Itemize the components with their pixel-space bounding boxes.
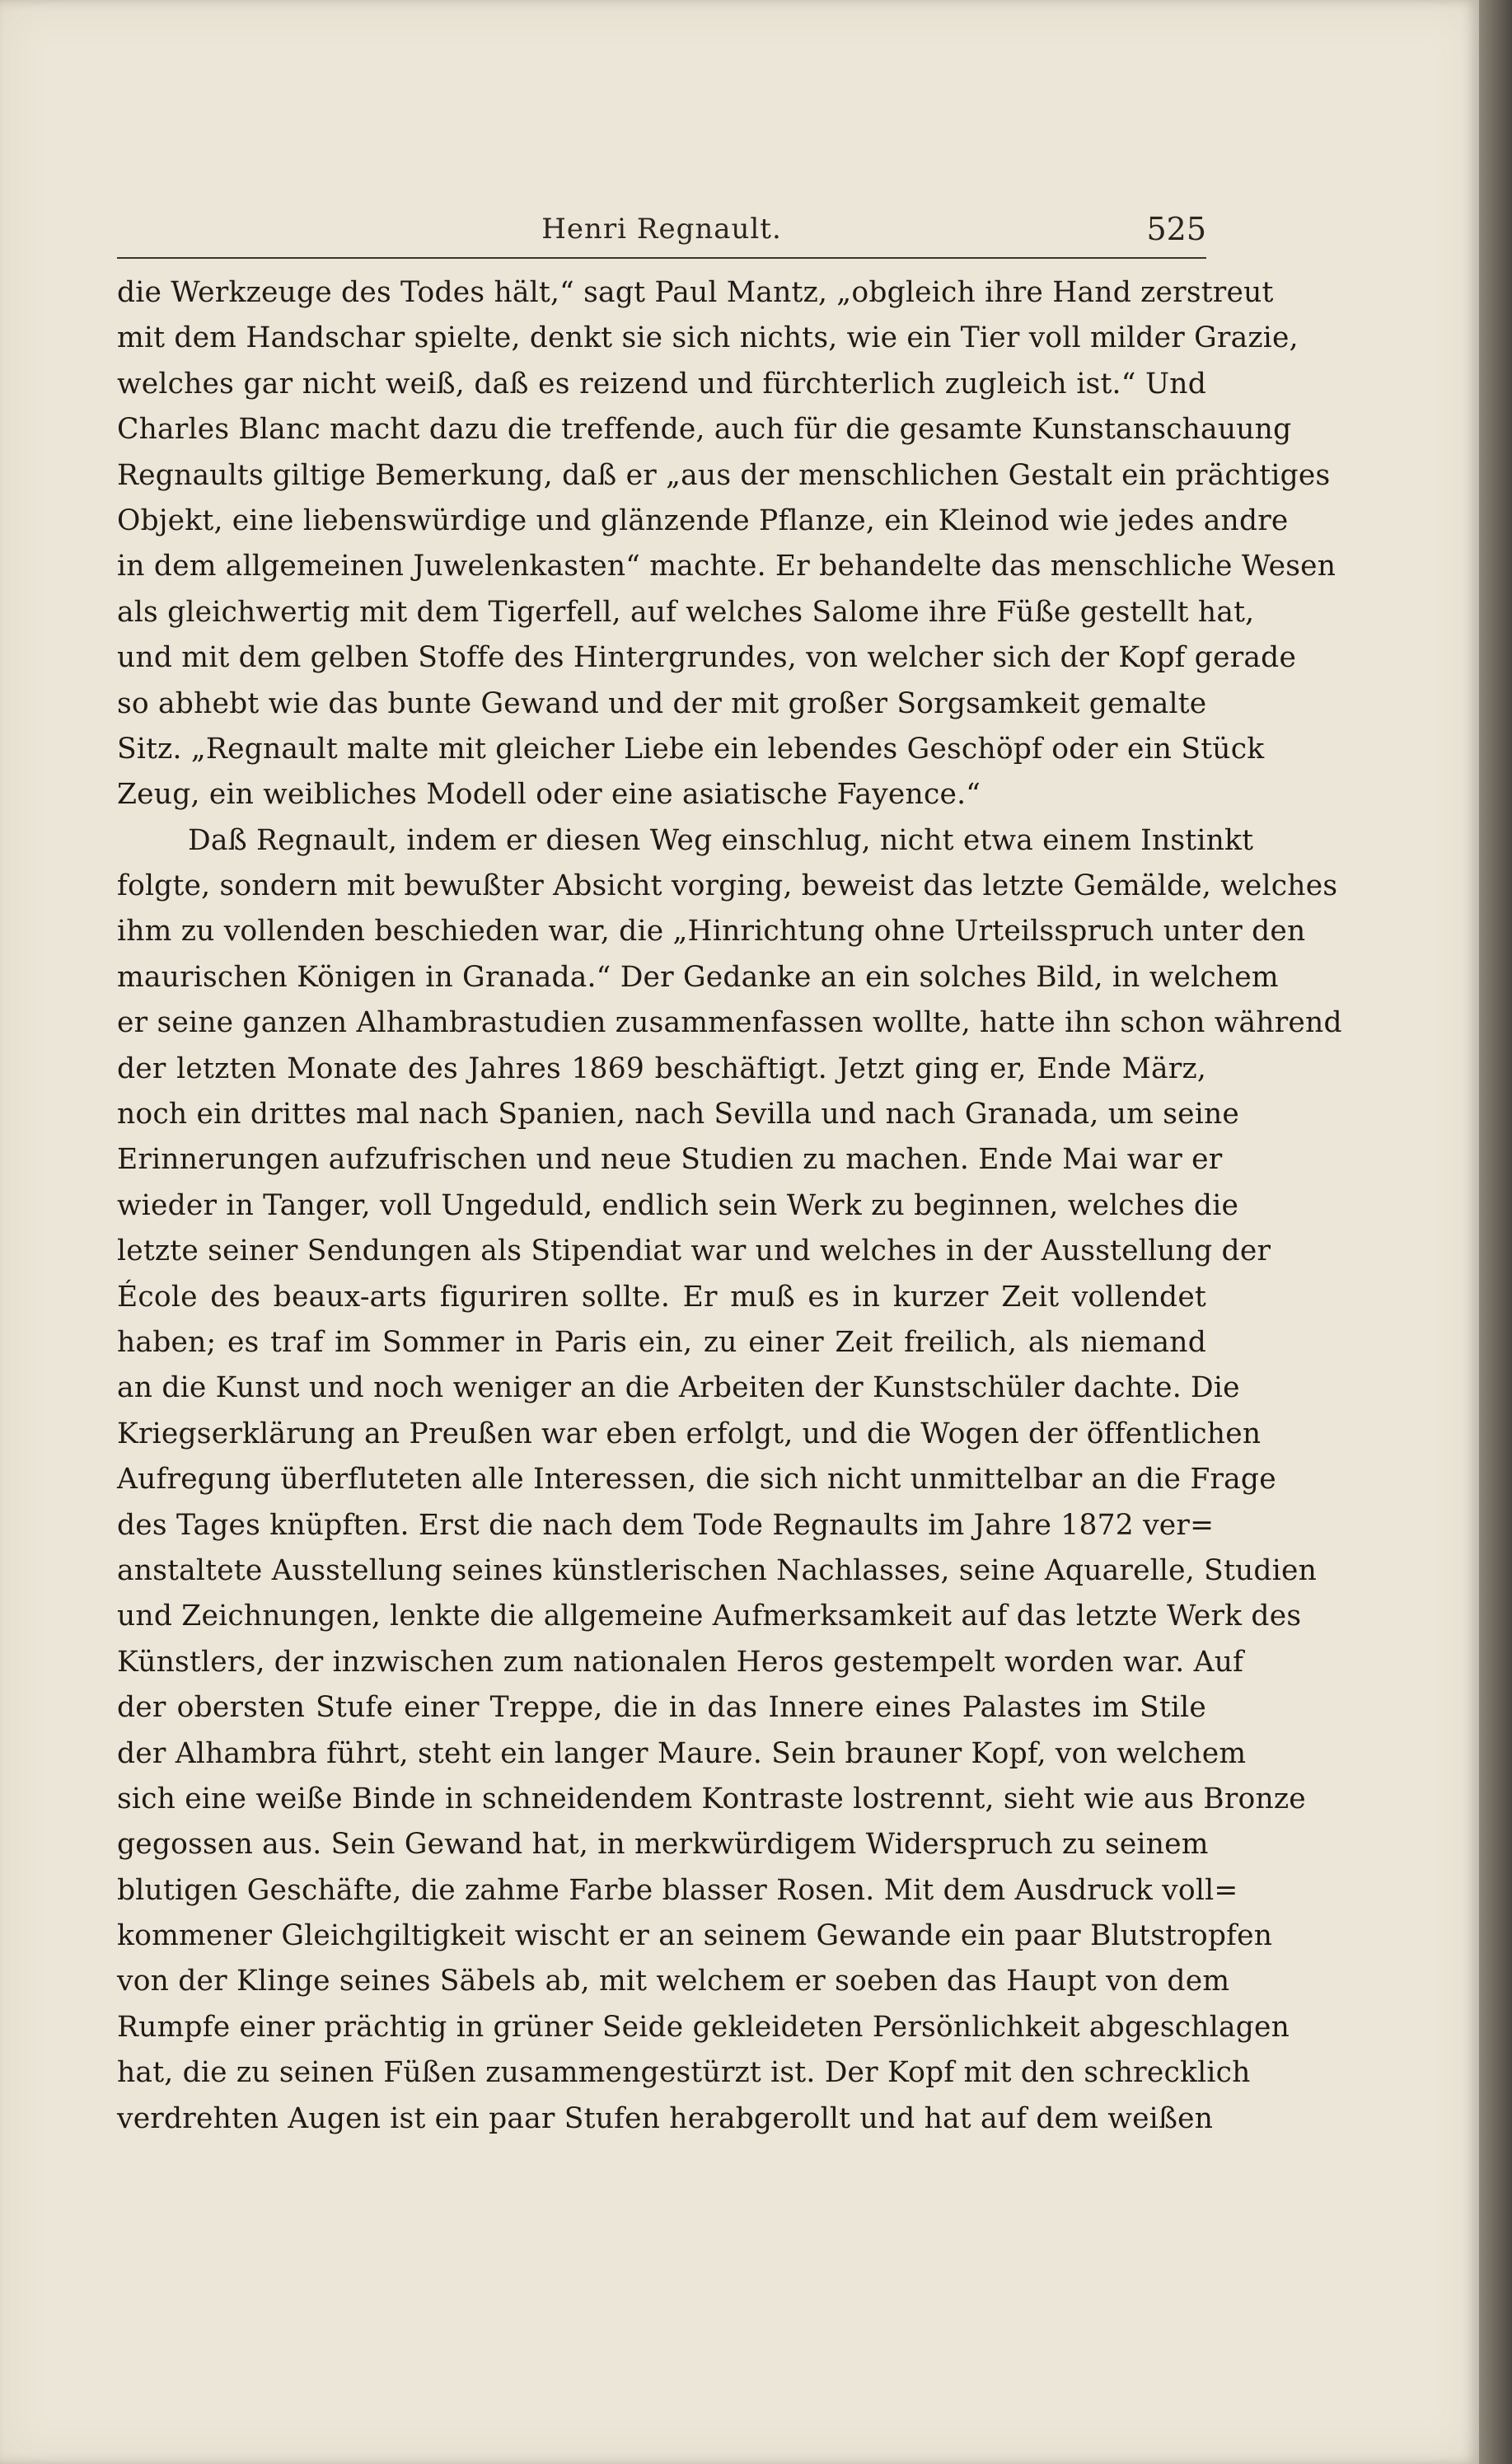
text-line: gegossen aus. Sein Gewand hat, in merkwürdigem Widerspruch zu seinem [117, 1828, 1209, 1862]
text-line: Charles Blanc macht dazu die treffende, auch für die gesamte Kunstanschauung [117, 413, 1292, 447]
text-line: ihm zu vollenden beschieden war, die „Hinrichtung ohne Urteilsspruch unter den [117, 915, 1306, 949]
text-line: haben; es traf im Sommer in Paris ein, zu einer Zeit freilich, als niemand [117, 1325, 1206, 1359]
text-line: der obersten Stufe einer Treppe, die in das Innere eines Palastes im Stile [117, 1691, 1206, 1725]
text-line: Aufregung überfluteten alle Interessen, die sich nicht unmittelbar an die Frage [117, 1463, 1276, 1497]
text-line: welches gar nicht weiß, daß es reizend und fürchterlich zugleich ist.“ Und [117, 367, 1206, 401]
scan-edge [1479, 0, 1512, 2464]
text-line: als gleichwertig mit dem Tigerfell, auf welches Salome ihre Füße gestellt hat, [117, 595, 1255, 629]
header-rule [117, 257, 1206, 259]
body-text [117, 270, 1342, 2142]
text-line: der letzten Monate des Jahres 1869 beschäftigt. Jetzt ging er, Ende März, [117, 1052, 1206, 1085]
text-line: und mit dem gelben Stoffe des Hintergrundes, von welcher sich der Kopf gerade [117, 641, 1297, 675]
text-line: blutigen Geschäfte, die zahme Farbe blasser Rosen. Mit dem Ausdruck voll= [117, 1873, 1238, 1907]
text-line: École des beaux-arts figuriren sollte. Er muß es in kurzer Zeit vollendet [117, 1280, 1206, 1314]
text-line: mit dem Handschar spielte, denkt sie sich nichts, wie ein Tier voll milder Grazie, [117, 321, 1299, 355]
text-line: anstaltete Ausstellung seines künstlerischen Nachlasses, seine Aquarelle, Studien [117, 1553, 1317, 1587]
text-line: Rumpfe einer prächtig in grüner Seide gekleideten Persönlichkeit abgeschlagen [117, 2010, 1290, 2044]
text-line: Künstlers, der inzwischen zum nationalen Heros gestempelt worden war. Auf [117, 1645, 1244, 1679]
text-line: noch ein drittes mal nach Spanien, nach Sevilla und nach Granada, um seine [117, 1098, 1240, 1131]
text-line: sich eine weiße Binde in schneidendem Kontraste lostrennt, sieht wie aus Bronze [117, 1782, 1306, 1815]
text-line: folgte, sondern mit bewußter Absicht vorging, beweist das letzte Gemälde, welches [117, 869, 1338, 903]
page-header [117, 213, 1206, 254]
running-title: Henri Regnault. [541, 213, 782, 246]
text-line: Sitz. „Regnault malte mit gleicher Liebe ein lebendes Geschöpf oder ein Stück [117, 732, 1265, 766]
text-line: wieder in Tanger, voll Ungeduld, endlich sein Werk zu beginnen, welches die [117, 1188, 1239, 1222]
text-line: Kriegserklärung an Preußen war eben erfolgt, und die Wogen der öffentlichen [117, 1417, 1262, 1450]
text-line: in dem allgemeinen Juwelenkasten“ machte. Er behandelte das menschliche Wesen [117, 550, 1336, 583]
text-line: er seine ganzen Alhambrastudien zusammenfassen wollte, hatte ihn schon während [117, 1006, 1342, 1040]
text-line: an die Kunst und noch weniger an die Arbeiten der Kunstschüler dachte. Die [117, 1371, 1240, 1405]
text-line: der Alhambra führt, steht ein langer Maure. Sein brauner Kopf, von welchem [117, 1736, 1247, 1770]
text-line: so abhebt wie das bunte Gewand und der mit großer Sorgsamkeit gemalte [117, 686, 1207, 720]
text-line: Zeug, ein weibliches Modell oder eine asiatische Fayence.“ [117, 778, 981, 812]
text-line: kommener Gleichgiltigkeit wischt er an seinem Gewande ein paar Blutstropfen [117, 1919, 1273, 1953]
text-line: hat, die zu seinen Füßen zusammengestürzt ist. Der Kopf mit den schrecklich [117, 2056, 1251, 2090]
text-line: letzte seiner Sendungen als Stipendiat war und welches in der Ausstellung der [117, 1234, 1271, 1268]
text-line: und Zeichnungen, lenkte die allgemeine Aufmerksamkeit auf das letzte Werk des [117, 1600, 1302, 1633]
text-line: verdrehten Augen ist ein paar Stufen herabgerollt und hat auf dem weißen [117, 2101, 1214, 2135]
text-line: des Tages knüpften. Erst die nach dem Tode Regnaults im Jahre 1872 ver= [117, 1508, 1215, 1542]
text-line: die Werkzeuge des Todes hält,“ sagt Paul Mantz, „obgleich ihre Hand zerstreut [117, 276, 1274, 309]
text-line: Regnaults giltige Bemerkung, daß er „aus der menschlichen Gestalt ein prächtiges [117, 458, 1331, 492]
text-line: Daß Regnault, indem er diesen Weg einschlug, nicht etwa einem Instinkt [188, 823, 1254, 857]
text-line: von der Klinge seines Säbels ab, mit welchem er soeben das Haupt von dem [117, 1965, 1230, 1998]
text-line: maurischen Königen in Granada.“ Der Gedanke an ein solches Bild, in welchem [117, 960, 1279, 994]
text-line: Objekt, eine liebenswürdige und glänzende Pflanze, ein Kleinod wie jedes andre [117, 504, 1289, 537]
text-line: Erinnerungen aufzufrischen und neue Studien zu machen. Ende Mai war er [117, 1143, 1223, 1177]
page-number: 525 [1146, 211, 1206, 247]
